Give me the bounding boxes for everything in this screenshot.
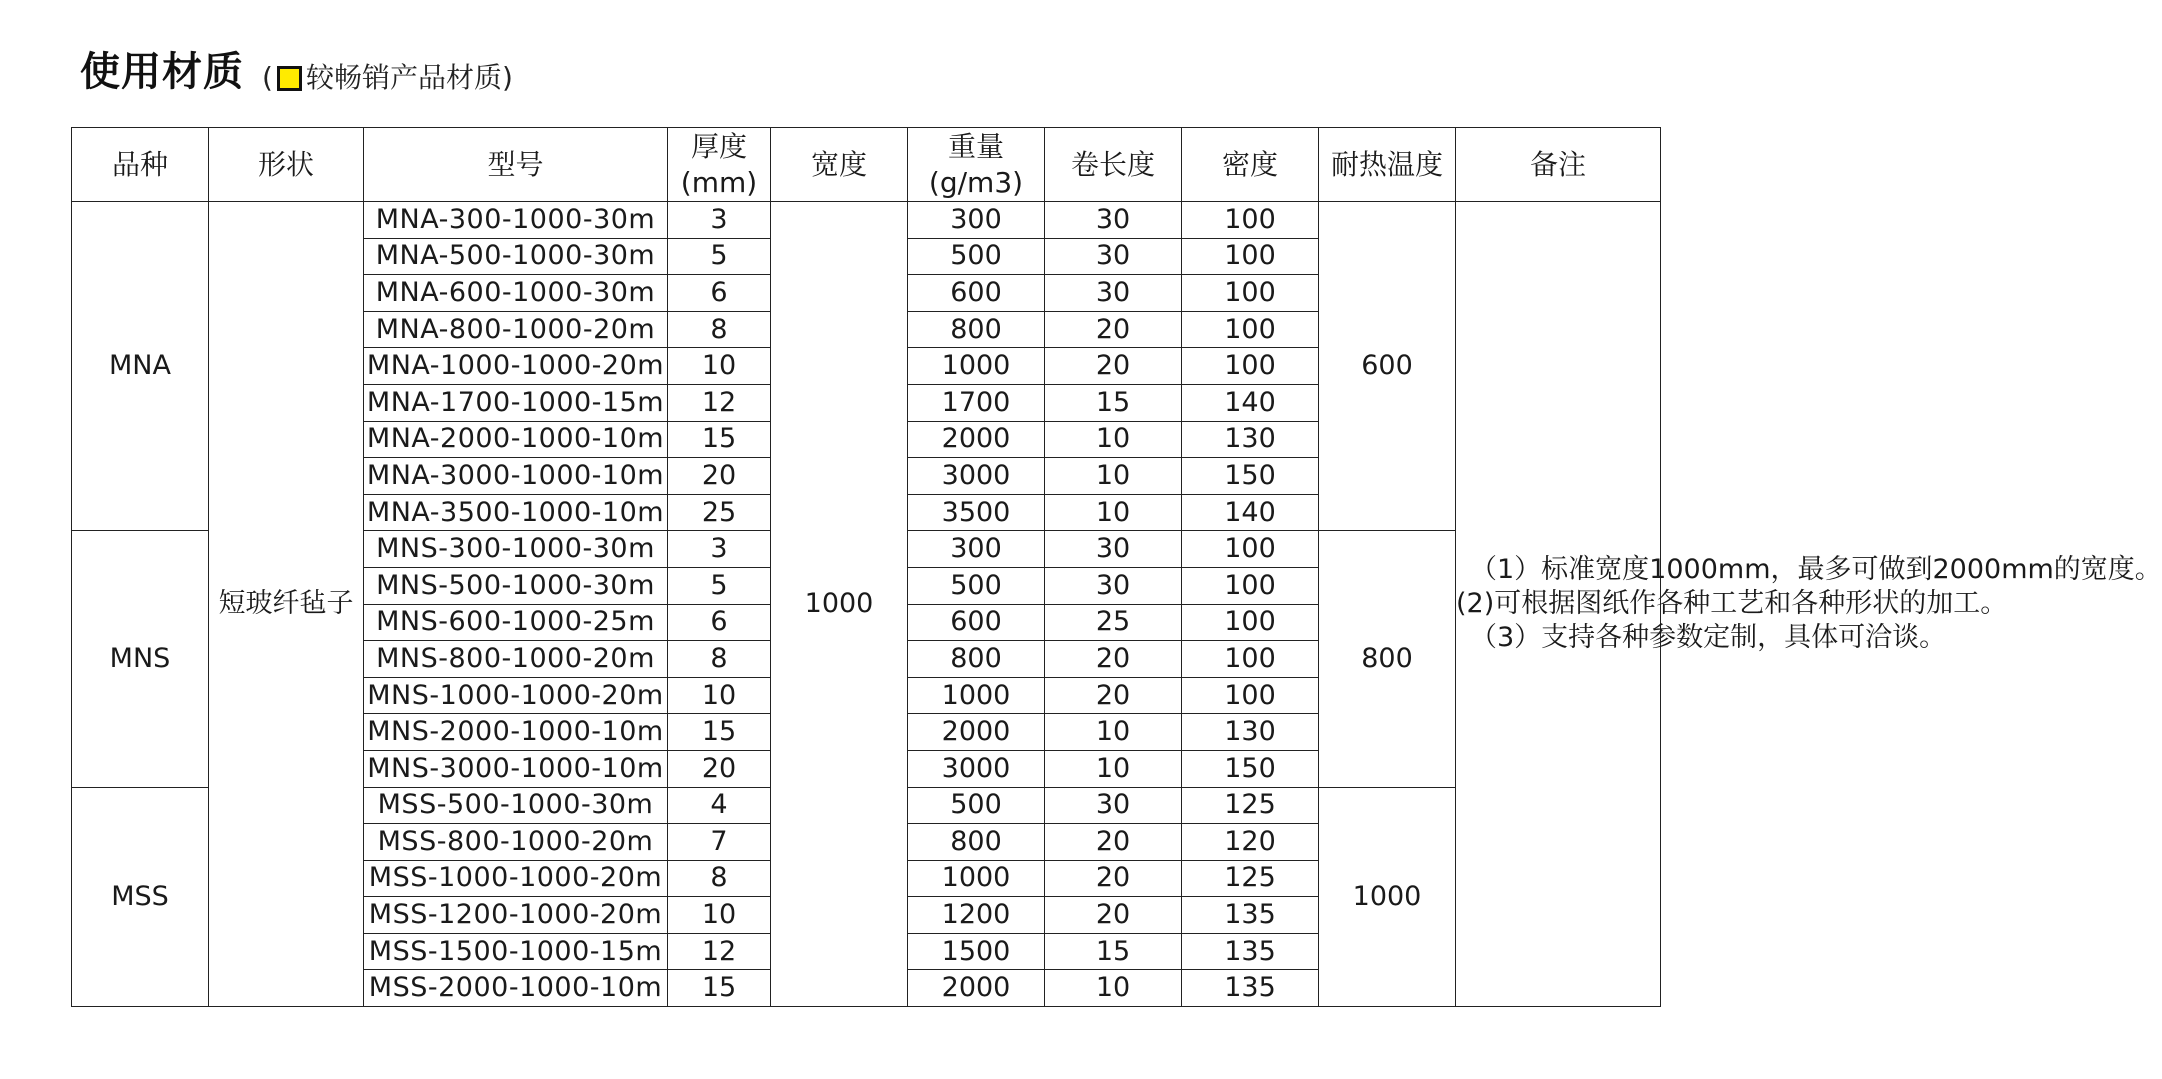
weight-cell: 300	[908, 202, 1045, 239]
density-cell: 150	[1182, 458, 1319, 495]
model-cell: MSS-1000-1000-20m	[364, 860, 668, 897]
subtitle-close-paren: )	[501, 61, 513, 94]
model-cell: MNA-500-1000-30m	[364, 238, 668, 275]
density-cell: 135	[1182, 897, 1319, 934]
roll-length-cell: 30	[1045, 202, 1182, 239]
roll-length-cell: 10	[1045, 494, 1182, 531]
density-cell: 140	[1182, 494, 1319, 531]
weight-cell: 1000	[908, 860, 1045, 897]
weight-cell: 1700	[908, 384, 1045, 421]
model-cell: MNS-3000-1000-10m	[364, 750, 668, 787]
density-cell: 150	[1182, 750, 1319, 787]
weight-cell: 2000	[908, 970, 1045, 1007]
density-cell: 130	[1182, 421, 1319, 458]
header-thickness-unit: (mm)	[680, 165, 758, 199]
roll-length-cell: 20	[1045, 677, 1182, 714]
thickness-cell: 3	[668, 202, 771, 239]
header-weight-unit: (g/m3)	[928, 165, 1024, 199]
header-notes: 备注	[1456, 128, 1661, 202]
roll-length-cell: 15	[1045, 933, 1182, 970]
model-cell: MNS-500-1000-30m	[364, 567, 668, 604]
notes-cell	[1456, 202, 2162, 1007]
thickness-cell: 5	[668, 238, 771, 275]
thickness-cell: 8	[668, 311, 771, 348]
roll-length-cell: 10	[1045, 714, 1182, 751]
roll-length-cell: 20	[1045, 824, 1182, 861]
roll-length-cell: 20	[1045, 311, 1182, 348]
density-cell: 135	[1182, 970, 1319, 1007]
density-cell: 100	[1182, 202, 1319, 239]
header-roll-length: 卷长度	[1045, 128, 1182, 202]
model-cell: MNA-3000-1000-10m	[364, 458, 668, 495]
density-cell: 100	[1182, 238, 1319, 275]
table-row	[72, 202, 1661, 239]
subtitle-open-paren: (	[262, 61, 273, 94]
model-cell: MNA-600-1000-30m	[364, 275, 668, 312]
model-cell: MNS-1000-1000-20m	[364, 677, 668, 714]
thickness-cell: 4	[668, 787, 771, 824]
model-cell: MNA-3500-1000-10m	[364, 494, 668, 531]
thickness-cell: 15	[668, 421, 771, 458]
density-cell: 130	[1182, 714, 1319, 751]
model-cell: MSS-2000-1000-10m	[364, 970, 668, 1007]
roll-length-cell: 30	[1045, 787, 1182, 824]
header-thickness	[668, 128, 771, 202]
model-cell: MSS-500-1000-30m	[364, 787, 668, 824]
heat-resistance-cell: 600	[1319, 202, 1456, 531]
thickness-cell: 10	[668, 897, 771, 934]
note-line: （3）支持各种参数定制，具体可洽谈。	[1470, 622, 1947, 654]
density-cell: 125	[1182, 860, 1319, 897]
weight-cell: 800	[908, 824, 1045, 861]
note-line: （1）标准宽度1000mm，最多可做到2000mm的宽度。	[1470, 554, 2162, 586]
shape-cell: 短玻纤毡子	[209, 202, 364, 1007]
header-width: 宽度	[771, 128, 908, 202]
thickness-cell: 20	[668, 750, 771, 787]
thickness-cell: 3	[668, 531, 771, 568]
density-cell: 125	[1182, 787, 1319, 824]
thickness-cell: 6	[668, 275, 771, 312]
page-header	[80, 40, 513, 100]
model-cell: MNA-1700-1000-15m	[364, 384, 668, 421]
table-header-row	[72, 128, 1661, 202]
thickness-cell: 10	[668, 348, 771, 385]
roll-length-cell: 10	[1045, 970, 1182, 1007]
model-cell: MSS-1500-1000-15m	[364, 933, 668, 970]
header-weight-label: 重量	[947, 129, 1004, 163]
roll-length-cell: 10	[1045, 421, 1182, 458]
thickness-cell: 8	[668, 860, 771, 897]
thickness-cell: 20	[668, 458, 771, 495]
density-cell: 100	[1182, 677, 1319, 714]
thickness-cell: 15	[668, 714, 771, 751]
header-model: 型号	[364, 128, 668, 202]
heat-resistance-cell: 800	[1319, 531, 1456, 787]
subtitle-text: 较畅销产品材质	[305, 61, 502, 94]
density-cell: 135	[1182, 933, 1319, 970]
roll-length-cell: 25	[1045, 604, 1182, 641]
model-cell: MNA-800-1000-20m	[364, 311, 668, 348]
legend-swatch-icon	[277, 66, 302, 91]
roll-length-cell: 10	[1045, 458, 1182, 495]
weight-cell: 500	[908, 238, 1045, 275]
table-body	[72, 202, 2162, 1007]
density-cell: 100	[1182, 604, 1319, 641]
weight-cell: 3500	[908, 494, 1045, 531]
weight-cell: 1000	[908, 677, 1045, 714]
weight-cell: 600	[908, 275, 1045, 312]
thickness-cell: 5	[668, 567, 771, 604]
roll-length-cell: 20	[1045, 897, 1182, 934]
model-cell: MNS-2000-1000-10m	[364, 714, 668, 751]
model-cell: MSS-800-1000-20m	[364, 824, 668, 861]
note-line: (2)可根据图纸作各种工艺和各种形状的加工。	[1456, 588, 2008, 620]
thickness-cell: 12	[668, 933, 771, 970]
thickness-cell: 8	[668, 641, 771, 678]
material-spec-table	[71, 127, 2162, 1007]
thickness-cell: 10	[668, 677, 771, 714]
density-cell: 120	[1182, 824, 1319, 861]
density-cell: 100	[1182, 311, 1319, 348]
thickness-cell: 7	[668, 824, 771, 861]
weight-cell: 1500	[908, 933, 1045, 970]
header-heat-resistance: 耐热温度	[1319, 128, 1456, 202]
heat-resistance-cell: 1000	[1319, 787, 1456, 1007]
roll-length-cell: 20	[1045, 860, 1182, 897]
variety-cell: MNS	[72, 531, 209, 787]
model-cell: MNS-300-1000-30m	[364, 531, 668, 568]
roll-length-cell: 30	[1045, 567, 1182, 604]
roll-length-cell: 30	[1045, 531, 1182, 568]
weight-cell: 1000	[908, 348, 1045, 385]
thickness-cell: 15	[668, 970, 771, 1007]
weight-cell: 500	[908, 787, 1045, 824]
variety-cell: MSS	[72, 787, 209, 1007]
density-cell: 100	[1182, 641, 1319, 678]
weight-cell: 800	[908, 641, 1045, 678]
page-subtitle	[262, 56, 513, 100]
model-cell: MNA-1000-1000-20m	[364, 348, 668, 385]
weight-cell: 600	[908, 604, 1045, 641]
density-cell: 140	[1182, 384, 1319, 421]
weight-cell: 3000	[908, 458, 1045, 495]
weight-cell: 800	[908, 311, 1045, 348]
roll-length-cell: 15	[1045, 384, 1182, 421]
model-cell: MNS-600-1000-25m	[364, 604, 668, 641]
model-cell: MNA-300-1000-30m	[364, 202, 668, 239]
weight-cell: 300	[908, 531, 1045, 568]
model-cell: MSS-1200-1000-20m	[364, 897, 668, 934]
variety-cell: MNA	[72, 202, 209, 531]
density-cell: 100	[1182, 531, 1319, 568]
weight-cell: 3000	[908, 750, 1045, 787]
header-thickness-label: 厚度	[690, 129, 747, 163]
density-cell: 100	[1182, 567, 1319, 604]
header-shape: 形状	[209, 128, 364, 202]
weight-cell: 2000	[908, 421, 1045, 458]
roll-length-cell: 30	[1045, 238, 1182, 275]
roll-length-cell: 30	[1045, 275, 1182, 312]
thickness-cell: 6	[668, 604, 771, 641]
header-weight	[908, 128, 1045, 202]
weight-cell: 500	[908, 567, 1045, 604]
roll-length-cell: 20	[1045, 348, 1182, 385]
model-cell: MNS-800-1000-20m	[364, 641, 668, 678]
page-title: 使用材质	[80, 49, 244, 95]
density-cell: 100	[1182, 348, 1319, 385]
roll-length-cell: 10	[1045, 750, 1182, 787]
thickness-cell: 12	[668, 384, 771, 421]
model-cell: MNA-2000-1000-10m	[364, 421, 668, 458]
header-variety: 品种	[72, 128, 209, 202]
weight-cell: 1200	[908, 897, 1045, 934]
thickness-cell: 25	[668, 494, 771, 531]
width-cell: 1000	[771, 202, 908, 1007]
density-cell: 100	[1182, 275, 1319, 312]
weight-cell: 2000	[908, 714, 1045, 751]
header-density: 密度	[1182, 128, 1319, 202]
roll-length-cell: 20	[1045, 641, 1182, 678]
